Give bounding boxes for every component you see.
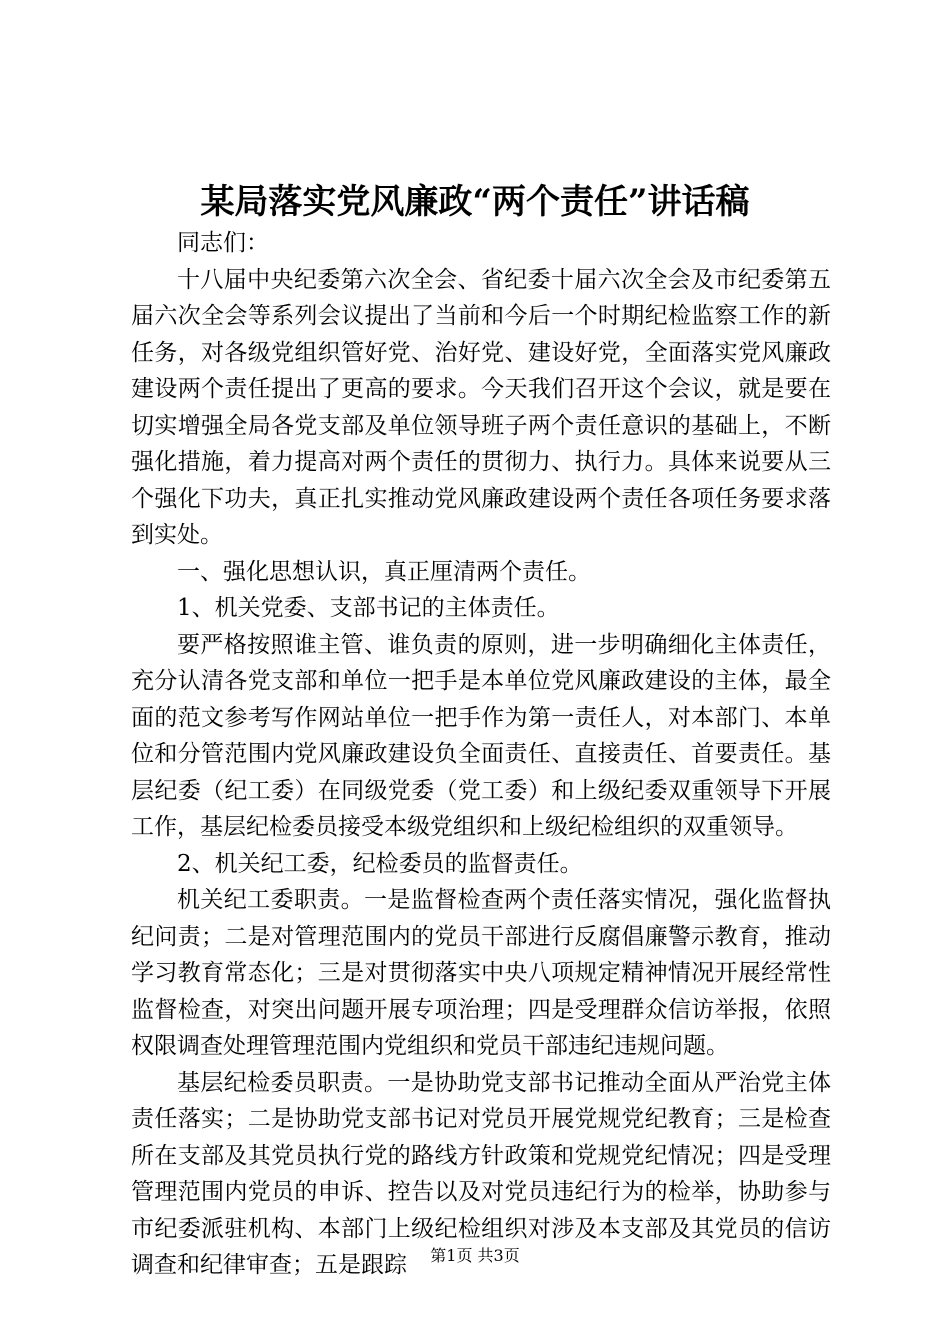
page-footer: 第1页 共3页 xyxy=(430,1246,520,1265)
salutation: 同志们： xyxy=(177,230,269,256)
paragraph: 十八届中央纪委第六次全会、省纪委十届六次全会及市纪委第五届六次全会等系列会议提出了当前和今后一个时期纪检监察工作的新任务，对各级党组织管好党、治好党、建设好党，全面落实党风廉政建设两个责任提出了更高的要求。今天我们召开这个会议，就是要在切实增强全局各党支部及单位领导班子两个责任意识的基础上，不断强化措施，着力提高对两个责任的贯彻力、执行力。具体来说要从三个强化下功夫，真正扎实推动党风廉政建设两个责任各项任务要求落到实处。 xyxy=(131,266,831,548)
paragraph: 基层纪检委员职责。一是协助党支部书记推动全面从严治党主体责任落实；二是协助党支部书记对党员开展党规党纪教育；三是检查所在支部及其党员执行党的路线方针政策和党规党纪情况；四是受理管理范围内党员的申诉、控告以及对党员违纪行为的检举，协助参与市纪委派驻机构、本部门上级纪检组织对涉及本支部及其党员的信访调查和纪律审查；五是跟踪 xyxy=(131,1069,831,1278)
subsection-heading: 2、机关纪工委，纪检委员的监督责任。 xyxy=(177,850,583,877)
document-body xyxy=(131,225,831,1284)
subsection-heading: 1、机关党委、支部书记的主体责任。 xyxy=(177,595,560,621)
document-title: 某局落实党风廉政“两个责任”讲话稿 xyxy=(200,182,750,222)
section-heading: 一、强化思想认识，真正厘清两个责任。 xyxy=(177,558,591,585)
paragraph: 机关纪工委职责。一是监督检查两个责任落实情况，强化监督执纪问责；二是对管理范围内的党员干部进行反腐倡廉警示教育，推动学习教育常态化；三是对贯彻落实中央八项规定精神情况开展经常性监督检查，对突出问题开展专项治理；四是受理群众信访举报，依照权限调查处理管理范围内党组织和党员干部违纪违规问题。 xyxy=(131,887,831,1059)
paragraph: 要严格按照谁主管、谁负责的原则，进一步明确细化主体责任，充分认清各党支部和单位一把手是本单位党风廉政建设的主体，最全面的范文参考写作网站单位一把手作为第一责任人，对本部门、本单位和分管范围内党风廉政建设负全面责任、直接责任、首要责任。基层纪委（纪工委）在同级党委（党工委）和上级纪委双重领导下开展工作，基层纪检委员接受本级党组织和上级纪检组织的双重领导。 xyxy=(131,631,831,840)
